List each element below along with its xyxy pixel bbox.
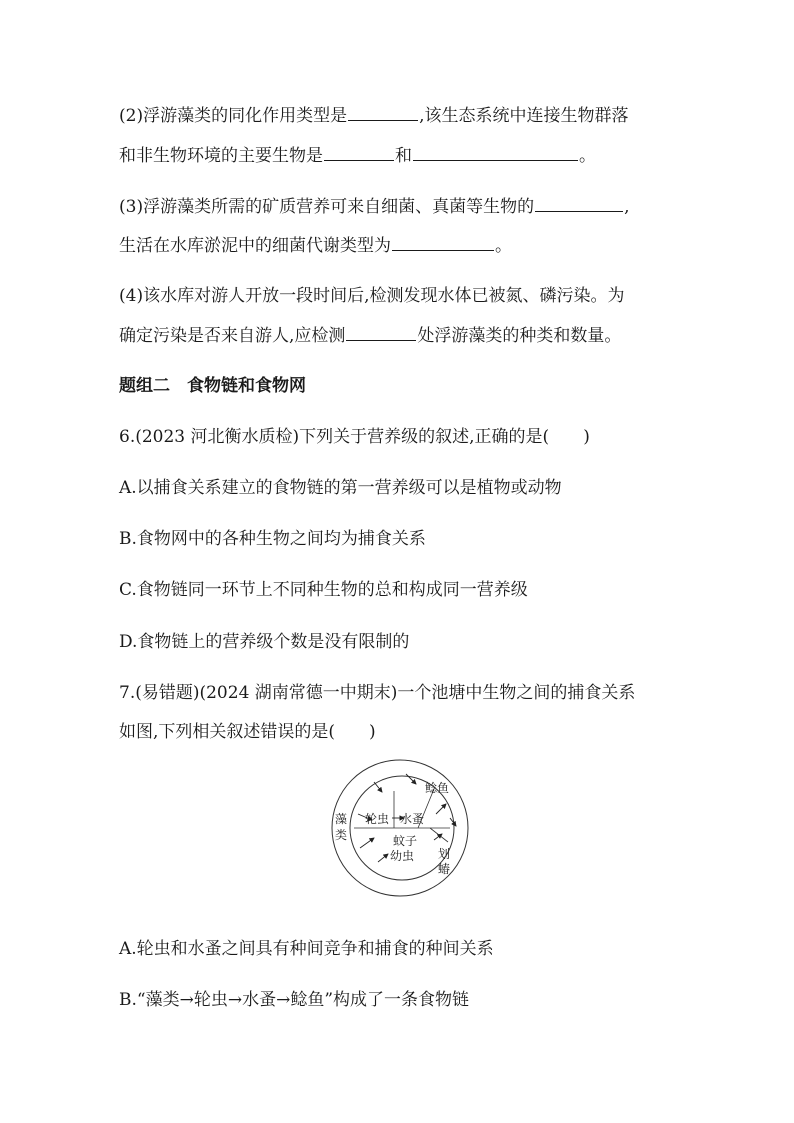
q5-part4-line1 [119, 284, 724, 308]
label-algae-1: 藻 [335, 812, 348, 826]
q7-option-b[interactable]: B.“藻类→轮虫→水蚤→鲶鱼”构成了一条食物链 [119, 990, 470, 1010]
q5-part2-text: 。 [579, 146, 596, 166]
q5-part3-line2 [119, 233, 724, 258]
label-beetle-1: 划 [438, 847, 451, 861]
q7-stem-close: ) [369, 722, 376, 742]
q6-option-b[interactable]: B.食物网中的各种生物之间均为捕食关系 [119, 529, 426, 549]
arrow-to-larva [378, 854, 388, 862]
q6-stem [119, 425, 724, 449]
q5-part4-text: 处浮游藻类的种类和数量。 [417, 326, 622, 346]
q5-part2-text: (2)浮游藻类的同化作用类型是 [119, 106, 348, 126]
label-rotifer: 轮虫 [365, 812, 390, 826]
label-fish: 鲶鱼 [425, 781, 450, 795]
label-algae-2: 类 [335, 828, 348, 842]
q7-stem-line2 [119, 720, 724, 744]
q5-part4-line2 [119, 323, 724, 348]
q7-stem-line1: 7.(易错题)(2024 湖南常德一中期末)一个池塘中生物之间的捕食关系 [119, 683, 636, 703]
answer-blank[interactable] [348, 103, 418, 121]
q7-stem-text: 如图,下列相关叙述错误的是( [119, 722, 336, 742]
answer-blank[interactable] [392, 233, 494, 251]
q6-option-c[interactable]: C.食物链同一环节上不同种生物的总和构成同一营养级 [119, 580, 528, 600]
label-mosquito-2: 幼虫 [390, 849, 415, 863]
q5-part2-line2 [119, 143, 724, 168]
answer-blank[interactable] [413, 143, 578, 161]
answer-blank[interactable] [346, 323, 416, 341]
q7-option-a[interactable]: A.轮虫和水蚤之间具有种间竞争和捕食的种间关系 [119, 939, 494, 959]
label-mosquito-1: 蚊子 [393, 834, 418, 848]
divider-line [430, 828, 448, 842]
q6-stem-text: 6.(2023 河北衡水质检)下列关于营养级的叙述,正确的是( [119, 427, 550, 447]
arrow-algae-waterflea [374, 782, 382, 792]
q5-part2-line1 [119, 103, 724, 128]
q5-part3-line1 [119, 194, 724, 219]
q5-part3-text: 生活在水库淤泥中的细菌代谢类型为 [119, 236, 391, 256]
arrow-algae-larva [360, 838, 374, 848]
arrow-larva-beetle [434, 834, 442, 840]
q5-part3-text: , [624, 197, 630, 217]
label-beetle-2: 蝽 [438, 862, 451, 876]
q5-part4-text: 确定污染是否来自游人,应检测 [119, 326, 346, 346]
q5-part2-text: 和非生物环境的主要生物是 [119, 146, 323, 166]
label-water-flea: 水蚤 [400, 812, 425, 826]
q5-part2-text: ,该生态系统中连接生物群落 [419, 106, 629, 126]
q6-stem-close: ) [583, 427, 590, 447]
answer-blank[interactable] [324, 143, 394, 161]
food-web-diagram [330, 758, 470, 898]
q5-part3-text: (3)浮游藻类所需的矿质营养可来自细菌、真菌等生物的 [119, 197, 535, 217]
q5-part3-text: 。 [495, 236, 512, 256]
q5-part4-text: (4)该水库对游人开放一段时间后,检测发现水体已被氮、磷污染。为 [119, 286, 625, 306]
q6-option-a[interactable]: A.以捕食关系建立的食物链的第一营养级可以是植物或动物 [119, 478, 562, 498]
section-title: 题组二 食物链和食物网 [119, 376, 306, 396]
q5-part2-text: 和 [395, 146, 412, 166]
q6-option-d[interactable]: D.食物链上的营养级个数是没有限制的 [119, 632, 410, 652]
arrow-to-fish [406, 774, 416, 784]
answer-blank[interactable] [535, 194, 623, 212]
arrow-waterflea-fish [436, 804, 446, 814]
